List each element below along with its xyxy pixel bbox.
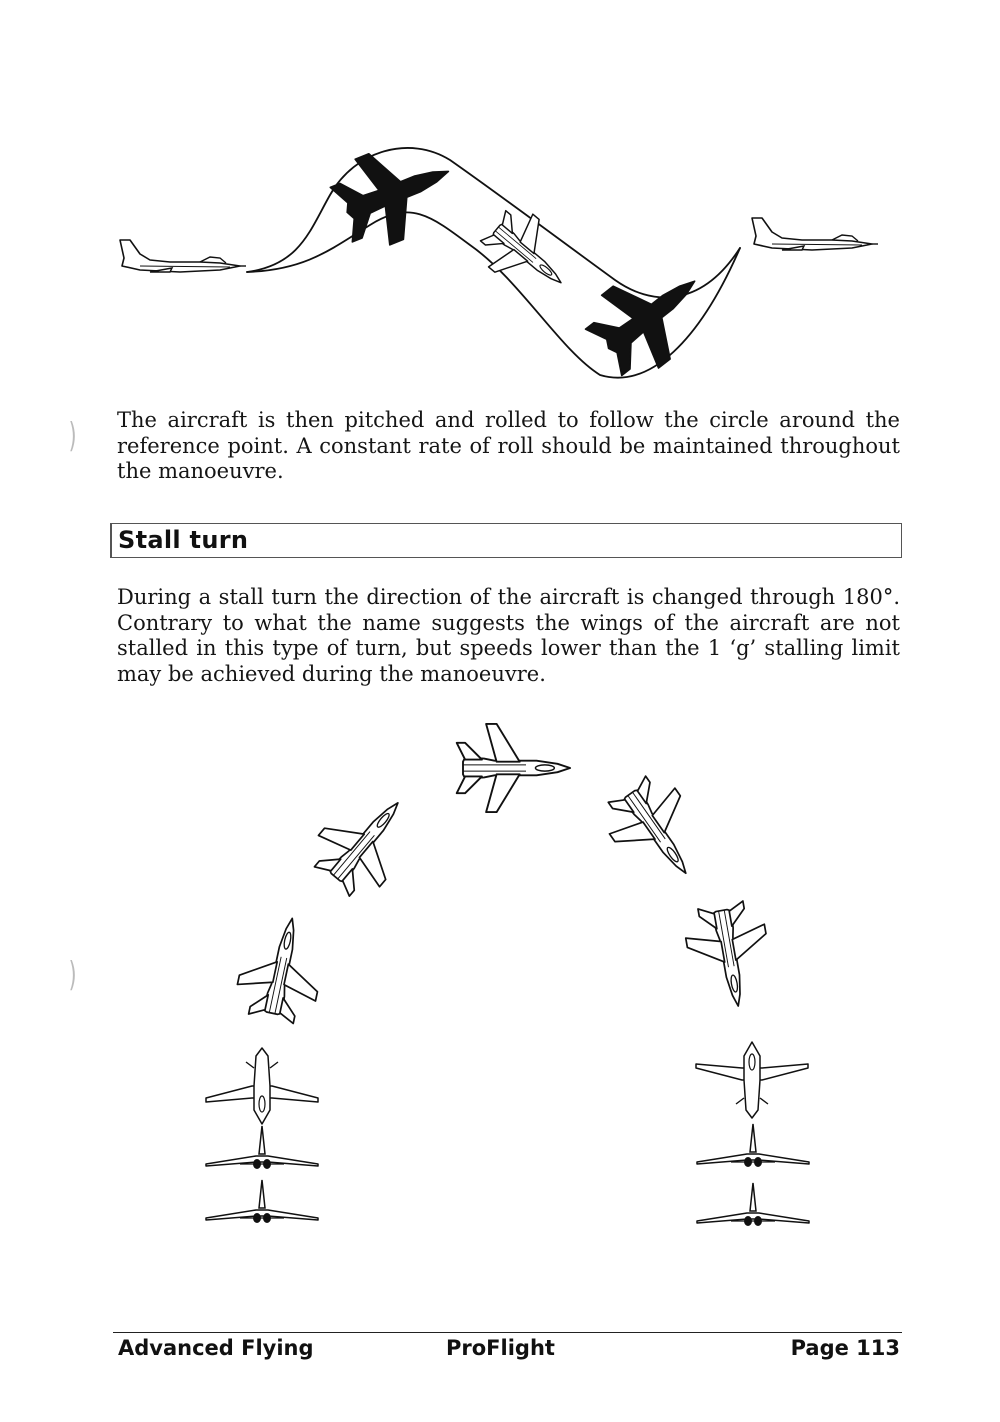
margin-mark: )	[68, 955, 77, 995]
jet-topdown-icon	[232, 910, 331, 1027]
jet-front-view-icon	[697, 1124, 809, 1167]
footer-chapter: Advanced Flying	[118, 1336, 314, 1360]
jet-topdown-icon	[681, 898, 777, 1013]
jet-front-view-icon	[696, 1042, 808, 1118]
jet-topdown-icon	[457, 724, 570, 812]
footer-page-number: Page 113	[790, 1336, 900, 1360]
stall-turn-description: During a stall turn the direction of the aircraft is changed through 180°. Contrary to what the name suggests the wings of the aircraft are not stalled in this type of turn, but speeds lower than the 1 ‘g’ stalling limit may be achieved during the manoeuvre.	[117, 585, 900, 686]
section-header-box	[110, 523, 902, 558]
margin-mark: )	[68, 416, 77, 456]
jet-front-view-icon	[206, 1048, 318, 1124]
jet-topdown-icon	[594, 766, 718, 896]
jet-topdown-icon	[301, 777, 428, 907]
jet-side-view-icon	[120, 240, 246, 272]
footer-product: ProFlight	[446, 1336, 555, 1360]
roll-description: The aircraft is then pitched and rolled to follow the circle around the reference point. A constant rate of roll should be maintained throughout the manoeuvre.	[117, 408, 900, 483]
jet-front-view-icon	[697, 1183, 809, 1226]
stall-turn-figure	[0, 700, 1000, 1300]
footer-rule	[113, 1332, 902, 1333]
jet-silhouette-icon	[324, 129, 466, 258]
jet-side-view-icon	[752, 218, 878, 250]
jet-front-view-icon	[206, 1180, 318, 1223]
section-title: Stall turn	[118, 526, 249, 554]
barrel-roll-figure	[0, 0, 1000, 400]
jet-front-view-icon	[206, 1126, 318, 1169]
